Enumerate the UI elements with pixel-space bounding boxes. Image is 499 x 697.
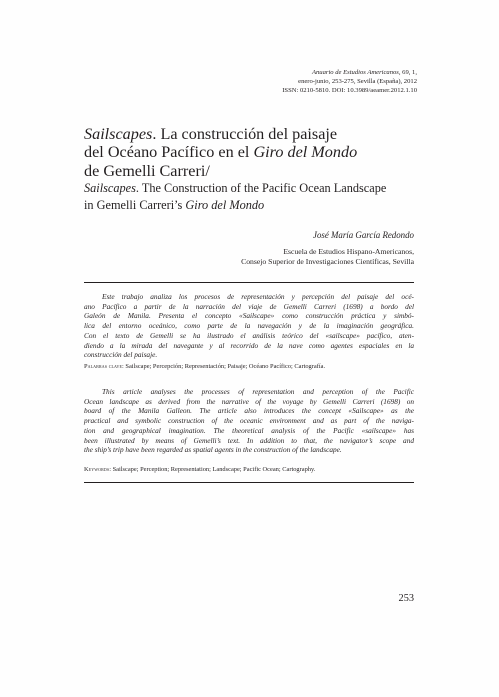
abstract-es-line: construcción del paisaje. (84, 350, 158, 360)
title-en-line2: in Gemelli Carreri’s (84, 197, 186, 212)
keywords-es-label: Palabras clave (84, 363, 123, 370)
keywords-es-text: : Sailscape; Percepción; Representación; Paisaje; Océano Pacífico; Cartografía. (122, 363, 326, 370)
title-es-italic-2: Giro del Mondo (253, 143, 358, 162)
abstract-es-line: Este trabajo analiza los procesos de representación y percepción del paisaje del océ- (102, 292, 414, 301)
abstract-en-line: Ocean landscape as derived from the narrative of the voyage by Gemelli Carreri (1698) on (84, 396, 414, 406)
title-es-line2: del Océano Pacífico en el (84, 143, 254, 162)
abstract-en-line: This article analyses the processes of representation and perception of the Pacific (102, 387, 414, 396)
abstract-en-line: been illustrated by means of Gemelli’s text. In addition to that, the navigator’s scope and (84, 435, 414, 445)
page-number: 253 (398, 593, 414, 604)
abstract-en-line: the ship’s trip have been regarded as spatial agents in the construction of the landscape. (84, 445, 342, 455)
author-affiliation (84, 247, 414, 268)
abstract-es-line: Galeón de Manila. Presenta el concepto «Sailscape» como construcción práctica y simbó- (84, 311, 414, 321)
title-spanish (84, 125, 424, 180)
keywords-english (84, 466, 414, 475)
author-name: José María García Redondo (313, 230, 414, 240)
journal-header (177, 68, 417, 95)
affiliation-line-1: Escuela de Estudios Hispano-Americanos, (283, 247, 414, 256)
divider-top (84, 282, 414, 283)
journal-volume: , 69, 1, (398, 69, 417, 76)
abstract-en-line: tion and geographical imagination. The theoretical analysis of the Pacific «sailscape» has (84, 425, 414, 435)
abstract-spanish (84, 292, 414, 360)
abstract-es-line: lica del entorno oceánico, como parte de la navegación y de la imaginación geográfica. (84, 321, 414, 331)
abstract-es-line: ano Pacífico a partir de la narración del viaje de Gemelli Carreri (1698) a bordo del (84, 301, 414, 311)
title-es-line1: . La construcción del paisaje (152, 125, 338, 143)
title-en-italic-2: Giro del Mondo (185, 197, 265, 212)
journal-name: Anuario de Estudios Americanos (311, 69, 399, 76)
journal-dates: enero-junio, 253-275, Sevilla (España), 2012 (298, 78, 417, 86)
journal-issn: ISSN: 0210-5810. DOI: 10.3989/aeamer.2012.1.10 (282, 87, 417, 95)
keywords-en-label: Keywords (84, 466, 110, 473)
title-en-line1: . The Construction of the Pacific Ocean Landscape (135, 181, 387, 195)
keywords-spanish (84, 363, 414, 372)
abstract-es-line: Con el texto de Gemelli se ha ilustrado el análisis teórico del «sailscape» pacífico, aten- (84, 330, 414, 340)
keywords-en-text: : Sailscape; Perception; Representation; Landscape; Pacific Ocean; Cartography. (109, 466, 316, 473)
divider-bottom (84, 482, 414, 483)
abstract-en-line: board of the Manila Galleon. The article also introduces the concept «Sailscape» as the (84, 406, 414, 416)
title-english (84, 180, 424, 213)
title-es-line3: de Gemelli Carreri/ (84, 161, 210, 180)
abstract-english (84, 387, 414, 455)
abstract-es-line: diendo a la mirada del navegante y al recorrido de la nave como agentes espaciales en la (84, 340, 414, 350)
title-es-italic-1: Sailscapes (84, 125, 153, 143)
abstract-en-line: practical and symbolic construction of the oceanic environment and as part of the naviga- (84, 416, 414, 426)
affiliation-line-2: Consejo Superior de Investigaciones Científicas, Sevilla (241, 257, 414, 267)
title-en-italic-1: Sailscapes (84, 181, 136, 195)
